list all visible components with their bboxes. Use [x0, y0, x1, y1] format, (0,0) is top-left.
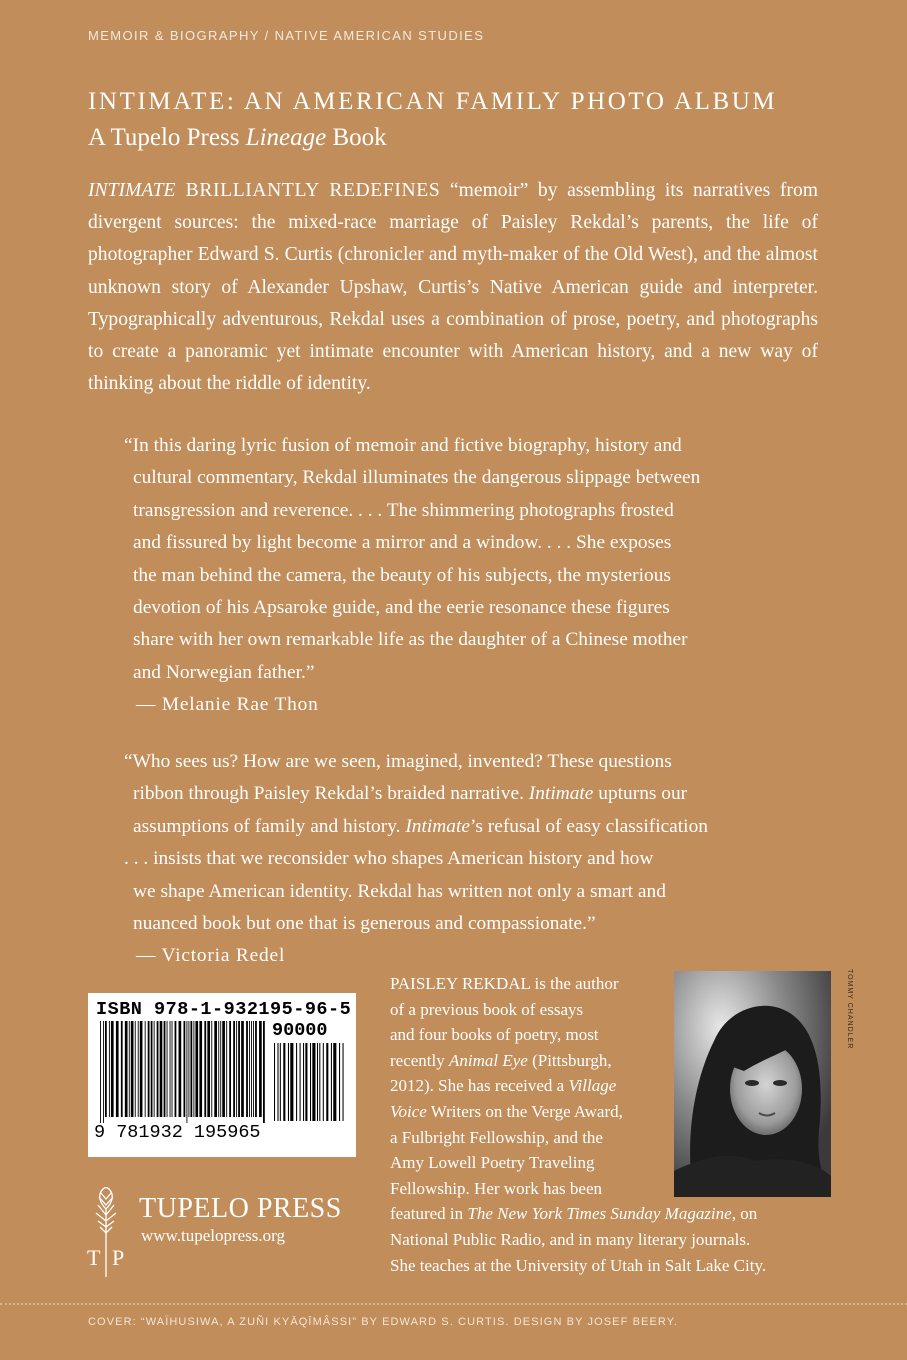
bio-line	[390, 1201, 830, 1227]
barcode-addon-number: 90000	[272, 1020, 328, 1041]
bio-text: featured in	[390, 1204, 468, 1224]
quote-line: the man behind the camera, the beauty of his subjects, the mysterious	[133, 564, 671, 586]
barcode-bar	[140, 1021, 143, 1117]
barcode-bar	[305, 1043, 307, 1121]
bio-line	[390, 1073, 830, 1099]
publisher-name: TUPELO PRESS	[139, 1193, 342, 1224]
barcode-bar	[290, 1043, 293, 1121]
barcode-bar	[255, 1021, 257, 1117]
barcode-bar	[164, 1021, 166, 1117]
quote-line: cultural commentary, Rekdal illuminates the dangerous slippage between	[133, 467, 701, 489]
bio-text: recently	[390, 1050, 449, 1070]
quote-line	[124, 811, 784, 843]
barcode-bar	[218, 1021, 219, 1117]
series-italic: Lineage	[245, 124, 327, 151]
barcode-bar	[263, 1021, 265, 1123]
barcode-bar	[226, 1021, 227, 1117]
bio-line: Fellowship. Her work has been	[390, 1178, 602, 1198]
author-bio	[390, 971, 830, 1278]
barcode-bar	[251, 1021, 252, 1117]
photo-credit: TOMMY CHANDLER	[846, 969, 853, 1050]
barcode-bar	[157, 1021, 159, 1117]
quote-text: ’s refusal of easy classification	[469, 815, 708, 837]
barcode-bars-icon	[100, 1021, 266, 1123]
barcode-bar	[204, 1021, 206, 1117]
barcode-bar	[317, 1043, 318, 1121]
barcode-bar	[222, 1021, 225, 1117]
bio-italic: Animal Eye	[449, 1050, 528, 1070]
barcode-bar	[151, 1021, 153, 1117]
quote-attribution: — Melanie Rae Thon	[136, 694, 319, 716]
bio-line: of a previous book of essays	[390, 999, 584, 1019]
barcode-bar	[154, 1021, 155, 1117]
series-line	[88, 124, 387, 152]
barcode-bar	[188, 1021, 189, 1117]
quote-text: assumptions of family and history.	[133, 815, 406, 837]
quote-line: and Norwegian father.”	[133, 661, 315, 683]
barcode-bar	[111, 1021, 114, 1117]
ean-number: 9 781932 195965	[94, 1122, 261, 1143]
bio-italic: Voice	[390, 1101, 427, 1121]
barcode-bar	[331, 1043, 332, 1121]
svg-text:T: T	[87, 1245, 101, 1270]
barcode-bar	[116, 1021, 119, 1117]
barcode-addon-bars-icon	[274, 1043, 346, 1123]
barcode-bar	[148, 1021, 150, 1117]
barcode-bar	[193, 1021, 194, 1117]
quote-text: ribbon through Paisley Rekdal’s braided narrative.	[133, 783, 529, 805]
svg-text:P: P	[112, 1245, 125, 1270]
barcode-bar	[229, 1021, 231, 1117]
publisher-url[interactable]: www.tupelopress.org	[141, 1226, 286, 1245]
quote-line	[124, 778, 784, 810]
bottom-divider	[0, 1303, 907, 1305]
bio-text: , on	[731, 1204, 758, 1224]
barcode-bar	[199, 1021, 202, 1117]
barcode-bar	[246, 1021, 248, 1117]
barcode-bar	[277, 1043, 278, 1121]
barcode-bar	[339, 1043, 340, 1121]
bio-line: PAISLEY REKDAL is the author	[390, 974, 619, 993]
bio-line: National Public Radio, and in many literary journals.	[390, 1229, 751, 1249]
barcode-bar	[135, 1021, 136, 1117]
cover-credit: COVER: “WAÏHUSIWA, A ZUÑI KYĀQĪMÂSSI” BY EDWARD S. CURTIS. DESIGN BY JOSEF BEERY.	[88, 1316, 678, 1328]
quote-line: share with her own remarkable life as the daughter of a Chinese mother	[133, 629, 688, 651]
barcode-bar	[310, 1043, 311, 1121]
barcode-bar	[184, 1021, 186, 1117]
description-lead-italic: INTIMATE	[88, 180, 176, 201]
barcode-bar	[319, 1043, 320, 1121]
barcode-bar	[160, 1021, 163, 1117]
barcode-bar	[100, 1021, 101, 1123]
barcode-bar	[125, 1021, 128, 1117]
book-description	[88, 175, 818, 400]
barcode-bar	[253, 1021, 254, 1117]
barcode-bar	[249, 1021, 250, 1117]
isbn-number: ISBN 978-1-932195-96-5	[96, 999, 352, 1020]
bio-line: a Fulbright Fellowship, and the	[390, 1127, 603, 1147]
blurb-thon	[124, 430, 784, 722]
barcode-bar	[129, 1021, 130, 1117]
barcode-bar	[138, 1021, 139, 1117]
barcode-bar	[172, 1021, 173, 1117]
barcode-bar	[312, 1043, 315, 1121]
bio-text: 2012). She has received a	[390, 1076, 569, 1096]
barcode-bar	[236, 1021, 237, 1117]
barcode-bar	[238, 1021, 240, 1117]
barcode-bar	[283, 1043, 285, 1121]
barcode-bar	[121, 1021, 123, 1117]
barcode-bar	[145, 1021, 146, 1117]
category-label: MEMOIR & BIOGRAPHY / NATIVE AMERICAN STUDIES	[88, 28, 485, 43]
barcode-bar	[343, 1043, 344, 1121]
barcode-bar	[303, 1043, 304, 1121]
bio-italic: The New York Times Sunday Magazine	[467, 1204, 732, 1224]
quote-italic: Intimate	[528, 783, 594, 805]
barcode-bar	[333, 1043, 336, 1121]
bio-text: Writers on the Verge Award,	[426, 1101, 623, 1121]
quote-line: transgression and reverence. . . . The shimmering photographs frosted	[133, 499, 674, 521]
bio-line: Amy Lowell Poetry Traveling	[390, 1153, 595, 1173]
barcode-bar	[179, 1021, 182, 1117]
bio-italic: Village	[568, 1076, 617, 1096]
quote-line: “In this daring lyric fusion of memoir and fictive biography, history and	[124, 435, 682, 456]
barcode-bar	[186, 1021, 187, 1123]
series-suffix: Book	[326, 124, 387, 151]
blurb-redel	[124, 746, 784, 973]
quote-italic: Intimate	[405, 815, 470, 837]
barcode-bar	[167, 1021, 168, 1117]
barcode-bar	[214, 1021, 217, 1117]
barcode-bar	[326, 1043, 328, 1121]
description-lead-caps: BRILLIANTLY REDEFINES	[175, 180, 441, 201]
quote-line: nuanced book but one that is generous and compassionate.”	[133, 913, 596, 935]
barcode-bar	[296, 1043, 297, 1121]
quote-line: we shape American identity. Rekdal has written not only a smart and	[133, 880, 666, 902]
barcode-bar	[105, 1021, 107, 1117]
book-title: INTIMATE: AN AMERICAN FAMILY PHOTO ALBUM	[88, 88, 778, 115]
barcode-bar	[274, 1043, 275, 1121]
barcode-bar	[323, 1043, 324, 1121]
series-prefix: A Tupelo Press	[88, 124, 246, 151]
quote-line: and fissured by light become a mirror and a window. . . . She exposes	[133, 532, 672, 554]
bio-line: and four books of poetry, most	[390, 1025, 599, 1045]
barcode-bar	[211, 1021, 212, 1117]
bio-line	[390, 1048, 830, 1074]
tupelo-tree-logo-icon	[85, 1185, 135, 1285]
quote-line: devotion of his Apsaroke guide, and the eerie resonance these figures	[133, 597, 670, 619]
barcode-bar	[288, 1043, 289, 1121]
quote-text: upturns our	[593, 783, 688, 805]
barcode-bar	[280, 1043, 281, 1121]
quote-attribution: — Victoria Redel	[136, 945, 286, 967]
quote-line: “Who sees us? How are we seen, imagined, invented? These questions	[124, 751, 672, 772]
barcode-bar	[233, 1021, 235, 1117]
barcode-bar	[259, 1021, 262, 1117]
quote-line: . . . insists that we reconsider who shapes American history and how	[124, 848, 654, 870]
barcode-bar	[175, 1021, 177, 1117]
barcode-bar	[131, 1021, 134, 1117]
bio-line	[390, 1099, 830, 1125]
barcode-bar	[170, 1021, 171, 1117]
description-body: “memoir” by assembling its narratives from divergent sources: the mixed-race marriage of Paisley Rekdal’s parents, the life of photographer Edward S. Curtis (chronicler and myth-maker of the Old West), and the almost unknown story of Alexander Upshaw, Curtis’s Native American guide and interpreter. Typographically adventurous, Rekdal uses a combination of prose, poetry, and photographs to create a panoramic yet intimate encounter with American history, and a new way of thinking about the riddle of identity.	[88, 180, 818, 395]
barcode-bar	[109, 1021, 110, 1117]
barcode-bar	[300, 1043, 301, 1121]
isbn-barcode	[88, 993, 356, 1157]
bio-line: She teaches at the University of Utah in Salt Lake City.	[390, 1255, 767, 1275]
barcode-bar	[103, 1021, 104, 1123]
barcode-bar	[195, 1021, 198, 1117]
barcode-bar	[241, 1021, 244, 1117]
barcode-bar	[220, 1021, 221, 1117]
barcode-bar	[190, 1021, 192, 1117]
bio-text: (Pittsburgh,	[527, 1050, 612, 1070]
barcode-bar	[207, 1021, 210, 1117]
